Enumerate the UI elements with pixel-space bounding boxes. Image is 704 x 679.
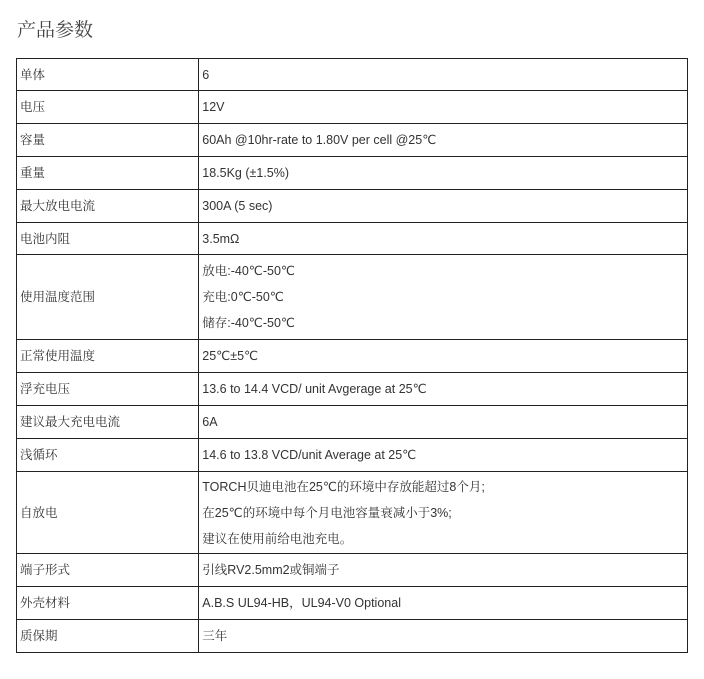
spec-value: 引线RV2.5mm2或铜端子	[202, 563, 340, 577]
spec-value-cell	[199, 255, 688, 340]
spec-value: 60Ah @10hr-rate to 1.80V per cell @25℃	[202, 133, 437, 147]
spec-value-cell	[199, 587, 688, 620]
table-row	[17, 439, 688, 472]
spec-value-cell	[199, 472, 688, 554]
spec-value: 13.6 to 14.4 VCD/ unit Avgerage at 25℃	[202, 382, 427, 396]
spec-value-cell	[199, 91, 688, 124]
table-row	[17, 472, 688, 554]
spec-value-cell	[199, 157, 688, 190]
spec-value: 6A	[202, 415, 218, 429]
spec-label: 电池内阻	[17, 223, 199, 255]
spec-label: 正常使用温度	[17, 340, 199, 373]
spec-label: 容量	[17, 124, 199, 157]
spec-label: 浮充电压	[17, 373, 199, 406]
table-row	[17, 91, 688, 124]
table-row	[17, 620, 688, 653]
spec-value-cell	[199, 439, 688, 472]
table-row	[17, 124, 688, 157]
spec-value: 充电:0℃-50℃	[202, 290, 284, 304]
table-row	[17, 59, 688, 91]
page-title: 产品参数	[17, 20, 94, 41]
spec-value: 放电:-40℃-50℃	[202, 264, 295, 278]
spec-value-cell	[199, 340, 688, 373]
spec-value-cell	[199, 373, 688, 406]
table-row	[17, 157, 688, 190]
spec-table-body	[17, 59, 688, 653]
table-row	[17, 587, 688, 620]
spec-value-cell	[199, 554, 688, 587]
spec-value: 建议在使用前给电池充电。	[202, 531, 353, 546]
spec-label: 电压	[17, 91, 199, 124]
spec-value: 25℃±5℃	[202, 349, 259, 363]
spec-value: 储存:-40℃-50℃	[202, 316, 295, 330]
spec-label: 重量	[17, 157, 199, 190]
spec-value: 三年	[202, 629, 228, 643]
spec-label: 浅循环	[17, 439, 199, 472]
spec-value-cell	[199, 124, 688, 157]
table-row	[17, 406, 688, 439]
spec-label: 单体	[17, 59, 199, 91]
spec-table	[16, 58, 688, 653]
spec-label: 最大放电电流	[17, 190, 199, 223]
spec-value-cell	[199, 223, 688, 255]
spec-value-cell	[199, 190, 688, 223]
spec-value: A.B.S UL94-HB，UL94-V0 Optional	[202, 596, 401, 610]
spec-label: 自放电	[17, 472, 199, 554]
spec-label: 建议最大充电电流	[17, 406, 199, 439]
table-row	[17, 223, 688, 255]
table-row	[17, 190, 688, 223]
spec-value: 18.5Kg (±1.5%)	[202, 166, 290, 180]
table-row	[17, 255, 688, 340]
spec-value-cell	[199, 620, 688, 653]
spec-value-cell	[199, 59, 688, 91]
spec-value: 300A (5 sec)	[202, 199, 273, 213]
table-row	[17, 340, 688, 373]
spec-value: 3.5mΩ	[202, 231, 240, 246]
spec-label: 外壳材料	[17, 587, 199, 620]
spec-label: 端子形式	[17, 554, 199, 587]
spec-value: TORCH贝迪电池在25℃的环境中存放能超过8个月;	[202, 479, 485, 494]
table-row	[17, 373, 688, 406]
spec-label: 质保期	[17, 620, 199, 653]
spec-label: 使用温度范围	[17, 255, 199, 340]
spec-value: 12V	[202, 100, 225, 114]
spec-value: 6	[202, 67, 210, 82]
spec-value-cell	[199, 406, 688, 439]
spec-value: 14.6 to 13.8 VCD/unit Average at 25℃	[202, 448, 417, 462]
table-row	[17, 554, 688, 587]
spec-value: 在25℃的环境中每个月电池容量衰减小于3%;	[202, 505, 452, 520]
